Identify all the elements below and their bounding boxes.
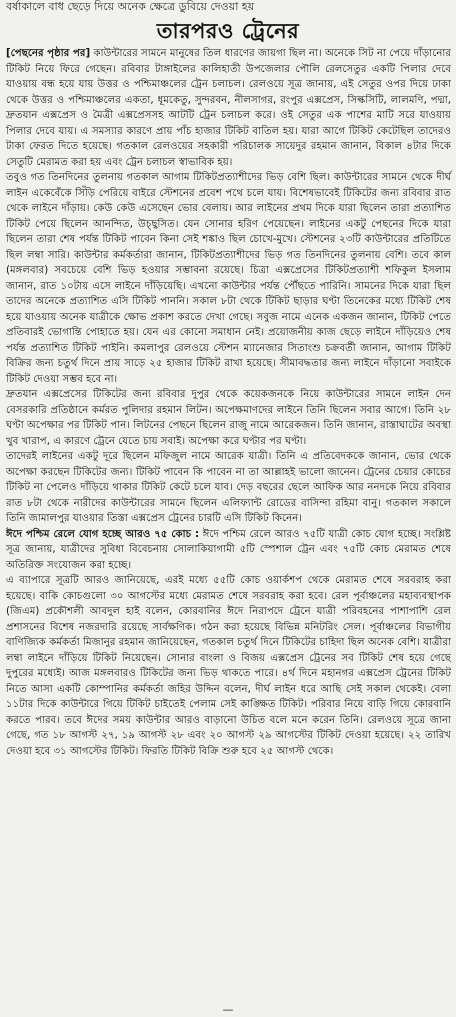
paragraph-text: কাউন্টারের সামনে মানুষের তিল ধারণের জায়গা ছিল না। অনেকে সিট না পেয়ে দাঁড়ানোর টিকিট নিয়ে ফিরে গেছেন। রবিবার টাঙ্গাইলের কালিহাতী উপজেলার পৌলি রেলসেতুর একটি পিলার দেবে যাওয়ায় বন্ধ হয়ে যায় উত্তর ও পশ্চিমাঞ্চলের ট্রেন চলাচল। রেলওয়ে সূত্র জানায়, এই সেতুর ওপর দিয়ে ঢাকা থেকে উত্তর ও পশ্চিমাঞ্চলের একতা, ধূমকেতু, সুন্দরবন, নীলসাগর, রংপুর এক্সপ্রেস, সিল্কসিটি, লালমণি, পদ্মা, দ্রুতযান এক্সপ্রেস ও মৈত্রী এক্সপ্রেসসহ আটটি ট্রেন চলাচল করে। ওই সেতুর এক পাশের মাটি সরে যাওয়ায় পিলার দেবে যায়। এ সমস্যার কারণে প্রায় পাঁচ হাজার টিকিট বাতিল হয়। যারা আগে টিকিট কেটেছিল তাদেরও টাকা ফেরত দিতে হয়েছে। গতকাল রেলওয়ের সহকারী পরিচালক সায়েদুর রহমান জানান, বিকাল ৪টার দিকে সেতুটি মেরামত করা হয় এবং ট্রেন চলাচল স্বাভাবিক হয়। (6, 48, 451, 168)
clipped-previous-text: বৰ্ষাকালে বাধ ছেড়ে দিয়ে অনেক ক্ষেত্রে ডুবিয়ে দেওয়া হয় (6, 0, 255, 13)
subhead-paragraph (6, 527, 451, 574)
paragraph-1 (6, 46, 451, 170)
lead-label: [পেছনের পৃষ্ঠার পর] (6, 48, 91, 59)
paragraph-5: এ ব্যাপারে সূত্রটি আরও জানিয়েছে, এরই মধ্যে ৫৫টি কোচ ওয়ার্কশপ থেকে মেরামত শেষে সরবরাহ করা হয়েছে। বাকি কোচগুলো ৩০ আগস্টের মধ্যে মেরামত শেষে সরবরাহ করা হবে। রেল পূর্বাঞ্চলের মহাব্যবস্থাপক (জিএম) প্রকৌশলী আবদুল হাই বলেন, কোরবানির ঈদে নিরাপদে ট্রেনে যাত্রী পরিবহনের পাশাপাশি রেল প্রশাসনের বিশেষ নজরদারি রয়েছে সার্বক্ষণিক। গঠন করা হয়েছে বিভিন্ন মনিটরিং সেল। পূর্বাঞ্চলের বিভাগীয় বাণিজ্যিক কর্মকর্তা মিজানুর রহমান জানিয়েছেন, গতকাল চতুর্থ দিনে টিকিটের চাহিদা ছিল অনেক বেশি। যাত্রীরা লম্বা লাইনে দাঁড়িয়ে টিকিট নিয়েছেন। সোনার বাংলা ও বিজয় এক্সপ্রেস ট্রেনের সব টিকিট শেষ হয়ে গেছে দুপুরের মধ্যেই। আজ মঙ্গলবারও টিকিটের জন্য ভিড় থাকতে পারে। ৪র্থ দিনে মহানগর এক্সপ্রেস ট্রেনের টিকিট নিতে আসা একটি কোম্পানির কর্মকর্তা জহির উদ্দিন বলেন, দীর্ঘ লাইন ধরে আছি সেই সকাল থেকেই। বেলা ১১টার দিকে কাউন্টারে গিয়ে টিকিট চাইতেই পেলাম সেই কাঙ্ক্ষিত টিকিট। পরিবার নিয়ে বাড়ি গিয়ে কোরবানি করতে পারব। তবে ঈদের সময় কাউন্টার আরও বাড়ানো উচিত বলে মনে করেন তিনি। রেলওয়ে সূত্রে জানা গেছে, গত ১৮ আগস্ট ২৭, ১৯ আগস্ট ২৮ এবং ২০ আগস্ট ২৯ আগস্টের টিকিট দেওয়া হয়েছে। ২২ তারিখ দেওয়া হবে ৩১ আগস্টের টিকিট। ফিরতি টিকিট বিক্রি শুরু হবে ২৫ আগস্ট থেকে। (6, 575, 451, 757)
paragraph-4: তাদেরই লাইনের একটু দূরে ছিলেন মফিজুল নামে আরেক যাত্রী। তিনি এ প্রতিবেদককে জানান, ভোর থেকে অপেক্ষা করছেন টিকিটের জন্য। টিকিট পাবেন কি পাবেন না তা আল্লাহই ভালো জানেন। ট্রেনের চেয়ার কোচের টিকিট না পেলেও দাঁড়িয়ে থাকার টিকিট কেটে চলে যাব। দেড় বছরের ছেলে আফিক আর ননদকে নিয়ে রবিবার রাত ৮টা থেকে নারীদের কাউন্টারের সামনে ছিলেন এলিফ্যান্ট রোডের বাসিন্দা রহিমা বানু। গতকাল সকালে তিনি জামালপুর যাওয়ার তিস্তা এক্সপ্রেস ট্রেনের চারটি এসি টিকিট কিনেন। (6, 451, 451, 524)
article-body (0, 46, 456, 759)
clipped-next-text: — (222, 1003, 234, 1016)
paragraph-2: তবুও গত তিনদিনের তুলনায় গতকাল আগাম টিকিটপ্রত্যাশীদের ভিড় বেশি ছিল। কাউন্টারের সামনে থেকে দীর্ঘ লাইন একেবেঁকে সিঁড়ি পেরিয়ে বাইরে স্টেশনের প্রবেশ পথে চলে যায়। বিশেষভাবেই টিকিটের জন্য রবিবার রাত থেকে লাইনে দাঁড়ায়। কেউ কেউ এসেছেন ভোর বেলায়। আর লাইনের প্রথম দিকে যারা ছিলেন তারা প্রত্যাশিত টিকিট পেয়ে ছিলেন আনন্দিত, উচ্ছ্বসিত। যেন সোনার হরিণ পেয়েছেন। লাইনের একটু পেছনের দিকে যারা ছিলেন তারা শেষ পর্যন্ত টিকিট পাবেন কিনা সেই শঙ্কাও ছিল চোখে-মুখে। স্টেশনের ২৩টি কাউন্টারের প্রতিটিতে ছিল লম্বা সারি। কাউন্টার কর্মকর্তারা জানান, টিকিটপ্রত্যাশীদের ভিড় গত তিনদিনের তুলনায় বেশি। তবে কাল (মঙ্গলবার) সবচেয়ে বেশি ভিড় হওয়ার সম্ভাবনা রয়েছে। চিত্রা এক্সপ্রেসের টিকিটপ্রত্যাশী শফিকুল ইসলাম জানান, রাত ১০টায় এসে লাইনে দাঁড়িয়েছি। এখনো কাউন্টার পর্যন্ত পৌঁছতে পারিনি। সামনের দিকে যারা ছিল তাদের অনেকে প্রত্যাশিত এসি টিকিট পাননি। সকাল ৮টা থেকে টিকিট ছাড়ার ঘণ্টা তিনেকের মধ্যে টিকিট শেষ হয়ে যাওয়ায় অনেক যাত্রীকে ক্ষোভ প্রকাশ করতে দেখা গেছে। সবুজ নামে এনেক একজন জানান, টিকিট পেতে প্রতিবারই ভোগান্তি পোহাতে হয়। যেন এর কোনো সমাধান নেই। প্রয়োজনীয় কাজ ছেড়ে লাইনে দাঁড়িয়েও শেষ পর্যন্ত প্রত্যাশিত টিকিট পাইনি। কমলাপুর রেলওয়ে স্টেশন ম্যানেজার সিতাংশু চক্রবর্তী জানান, আগাম টিকিট বিক্রির জন্য চতুর্থ দিনে প্রায় সাড়ে ২৫ হাজার টিকিট রাখা হয়েছে। সীমাবদ্ধতার জন্য লাইনে দাঁড়ানো সবাইকে টিকিট দেওয়া সম্ভব হবে না। (6, 172, 451, 385)
subhead: ঈদে পশ্চিম রেলে যোগ হচ্ছে আরও ৭৫ কোচ : (6, 528, 200, 540)
paragraph-3: দ্রুতযান এক্সপ্রেসের টিকিটের জন্য রবিবার দুপুর থেকে কয়েকজনকে নিয়ে কাউন্টারের সামনে লাইন দেন বেসরকারি প্রতিষ্ঠানে কর্মরত পুলিদার রহমান লিটন। অপেক্ষমাণদের লাইনে তিনি ছিলেন সবার আগে। তিনি ২৮ ঘণ্টা অপেক্ষার পর টিকিট পান। লিটনের পেছনে ছিলেন রাজু নামে আরেকজন। তিনি জানান, রাস্তাঘাটের অবস্থা খুব খারাপ, এ কারণে ট্রেনে যেতে চায় সবাই। অপেক্ষা করে ঘণ্টার পর ঘণ্টা। (6, 389, 451, 447)
paragraph-text: ঈদে পশ্চিম রেলে আরও ৭৫টি যাত্রী কোচ যোগ হচ্ছে। সংশ্লিষ্ট সূত্র জানায়, যাত্রীদের সুবিধা বিবেচনায় সোলাকিয়াগামী ৫টি স্পেশাল ট্রেন এবং ৭৫টি কোচ মেরামত শেষে অতিরিক্ত সংযোজন করা হচ্ছে। (6, 528, 451, 571)
headline: তারপরও ট্রেনের (156, 19, 300, 43)
